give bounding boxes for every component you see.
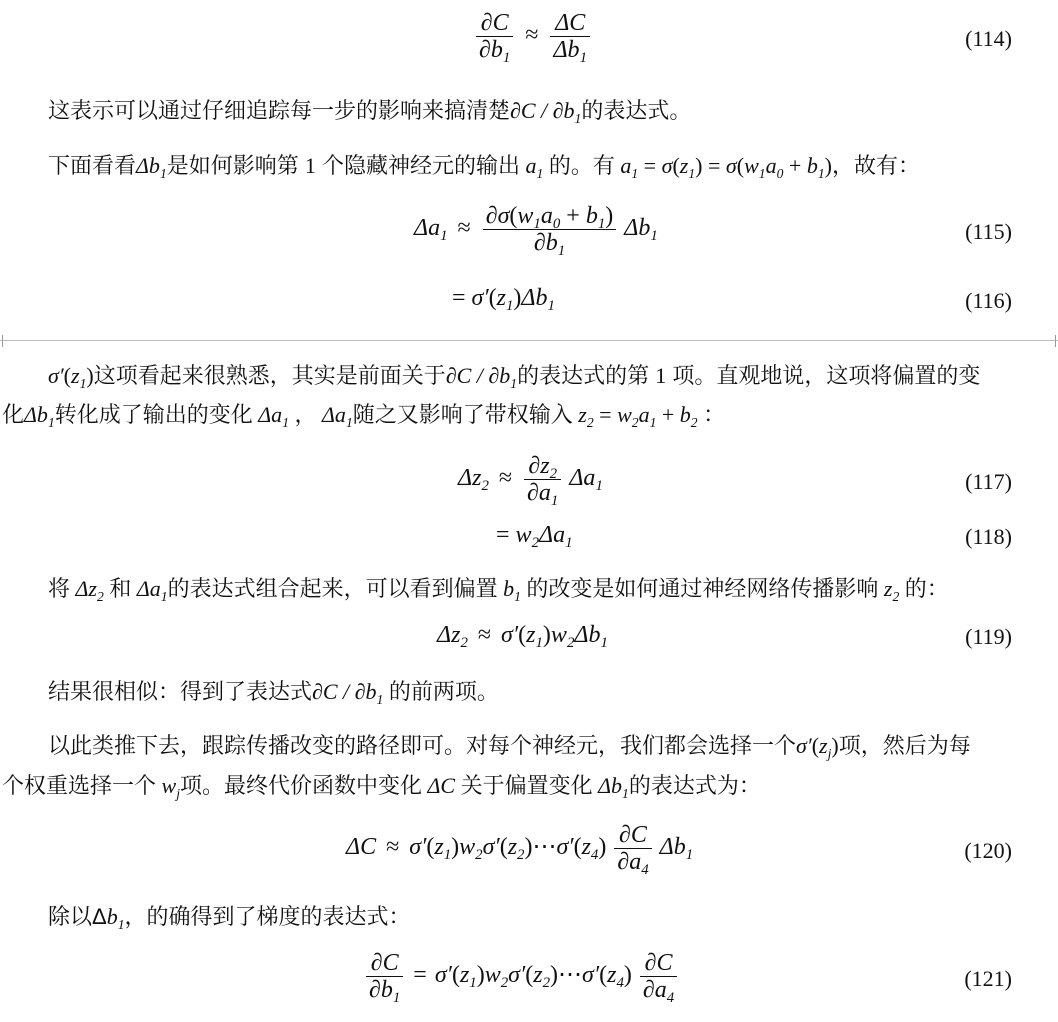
equation-number: (117) <box>965 469 1012 494</box>
paragraph-3: $\sigma'(z_1)$这项看起来很熟悉，其实是前面关于$\partial C / \partial b_1$的表达式的第 1 项。直观地说，这项将偏置的变 <box>48 363 981 391</box>
equation-114: $\frac{\partial C}{\partial b_1}$ ≈ $\frac{\Delta C}{\Delta b_1}$ <box>474 10 592 63</box>
equation-number: (118) <box>965 524 1012 549</box>
fraction: $\frac{\partial\sigma(w_1a_0 + b_1)}{\partial b_1}$ <box>483 203 617 256</box>
equation-117: $\Delta z_2$ ≈ $\frac{\partial z_2}{\partial a_1}$ $\Delta a_1$ <box>458 453 603 510</box>
equation-number: (116) <box>965 288 1012 313</box>
paragraph-1: 这表示可以通过仔细追踪每一步的影响来搞清楚$\partial C / \partial b_1$的表达式。 <box>48 98 692 126</box>
page-divider <box>0 340 1058 341</box>
equation-116: = $\sigma'(z_1)\Delta b_1$ <box>452 285 555 315</box>
equation-118: = $w_2\Delta a_1$ <box>496 522 573 552</box>
equation-number: (120) <box>964 838 1012 863</box>
equation-115: $\Delta a_1$ ≈ $\frac{\partial\sigma(w_1a_0 + b_1)}{\partial b_1}$ $\Delta b_1$ <box>414 203 658 260</box>
equation-number: (121) <box>964 966 1012 991</box>
equation-119: $\Delta z_2 \approx \sigma'(z_1)w_2\Delta b_1$ <box>437 622 608 652</box>
equation-number: (115) <box>965 219 1012 244</box>
paragraph-4: 化$\Delta b_1$转化成了输出的变化 $\Delta a_1$ ， $\Delta a_1$随之又影响了带权输入 $z_2 = w_2a_1 + b_2$ ： <box>2 402 726 430</box>
paragraph-7: 以此类推下去，跟踪传播改变的路径即可。对每个神经元，我们都会选择一个$\sigma'(z_j)$项，然后为每 <box>48 733 971 761</box>
paragraph-8: 个权重选择一个 $w_j$项。最终代价函数中变化 ΔC 关于偏置变化 $\Delta b_1$的表达式为： <box>2 773 761 801</box>
fraction-DC-Db1: $\frac{\Delta C}{\Delta b_1}$ <box>550 10 590 63</box>
equation-number: (119) <box>965 624 1012 649</box>
inline-math: $\partial C / \partial b_1$ <box>510 98 582 126</box>
fraction-dC-db1: $\frac{\partial C}{\partial b_1}$ <box>476 10 513 63</box>
paragraph-9: 除以$\Delta b_1$，的确得到了梯度的表达式： <box>48 904 411 932</box>
paragraph-6: 结果很相似：得到了表达式$\partial C / \partial b_1$ 的前两项。 <box>48 679 499 707</box>
equation-120: $\Delta C \approx \sigma'(z_1)w_2\sigma'(z_2)\cdots\sigma'(z_4)$ $\frac{\partial C}{\partial a_4}$ $\Delta b_1$ <box>346 822 694 879</box>
paragraph-5: 将 $\Delta z_2$ 和 $\Delta a_1$的表达式组合起来，可以看到偏置 $b_1$ 的改变是如何通过神经网络传播影响 $z_2$ 的： <box>48 576 949 604</box>
equation-number: (114) <box>965 26 1012 51</box>
paragraph-2: 下面看看$\Delta b_1$是如何影响第 1 个隐藏神经元的输出 $a_1$ 的。有 $a_1 = \sigma(z_1) = \sigma(w_1a_0 + b_1)$，故有： <box>48 153 920 181</box>
equation-121: $\frac{\partial C}{\partial b_1}$ = $\sigma'(z_1)w_2\sigma'(z_2)\cdots\sigma'(z_4)$ $\frac{\partial C}{\partial a_4}$ <box>364 950 679 1003</box>
inline-math: $a_1 = \sigma(z_1) = \sigma(w_1a_0 + b_1)$ <box>614 153 832 181</box>
